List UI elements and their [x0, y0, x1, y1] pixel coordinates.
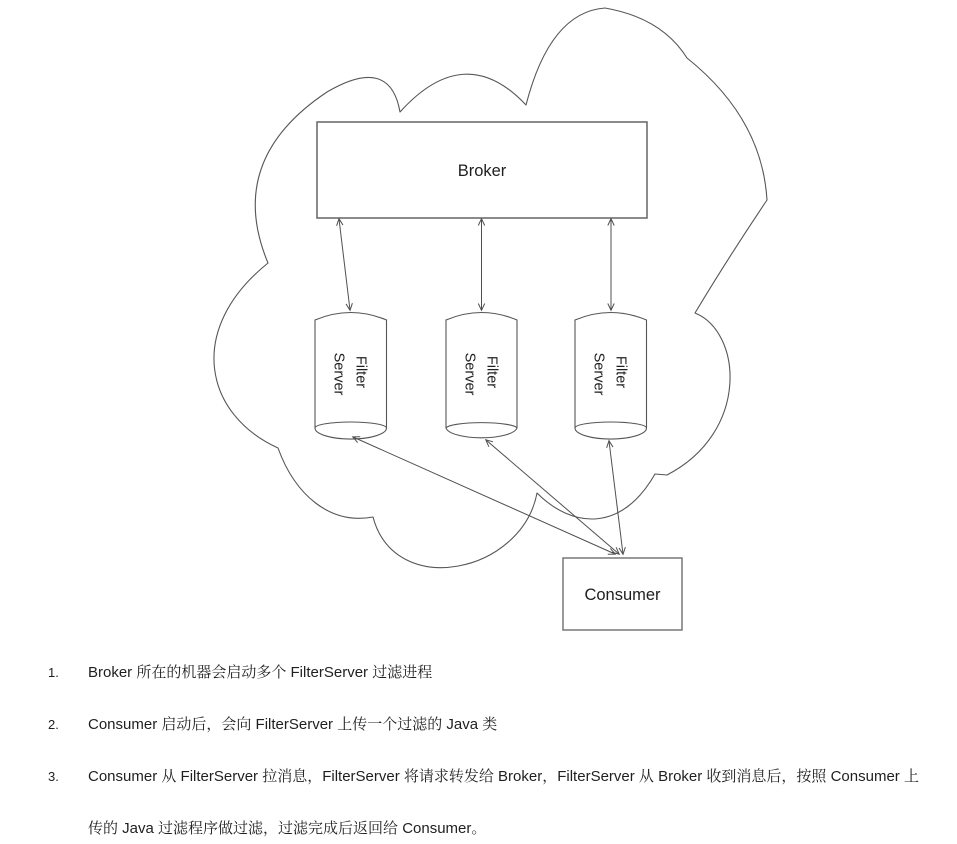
- list-item-number: 2.: [48, 717, 59, 732]
- notes-list: [48, 647, 920, 844]
- list-item-text: Consumer 启动后，会向 FilterServer 上传一个过滤的 Java 类: [88, 716, 498, 733]
- list-item-number: 1.: [48, 665, 59, 680]
- cloud-outline: [214, 8, 767, 568]
- list-item-text: Broker 所在的机器会启动多个 FilterServer 过滤进程: [88, 664, 433, 681]
- consumer-label: Consumer: [584, 586, 661, 604]
- filter-server-cylinder-3: [575, 313, 647, 440]
- broker-label: Broker: [457, 162, 507, 180]
- filter-server-label: Filter Server: [461, 352, 500, 396]
- filter-server-label: Filter Server: [590, 352, 629, 396]
- filter-server-cylinder-2: [446, 313, 517, 438]
- list-item: [48, 647, 920, 699]
- filter-server-cylinder-1: [315, 313, 387, 440]
- list-item-text: Consumer 从 FilterServer 拉消息，FilterServer 将请求转发给 Broker，FilterServer 从 Broker 收到消息后，按照 Consumer 上传的 Java 过滤程序做过滤，过滤完成后返回给 Consumer。: [88, 768, 919, 837]
- list-item: [48, 699, 920, 751]
- filter-server-label: Filter Server: [330, 352, 369, 396]
- list-item: [48, 751, 920, 844]
- list-item-number: 3.: [48, 769, 59, 784]
